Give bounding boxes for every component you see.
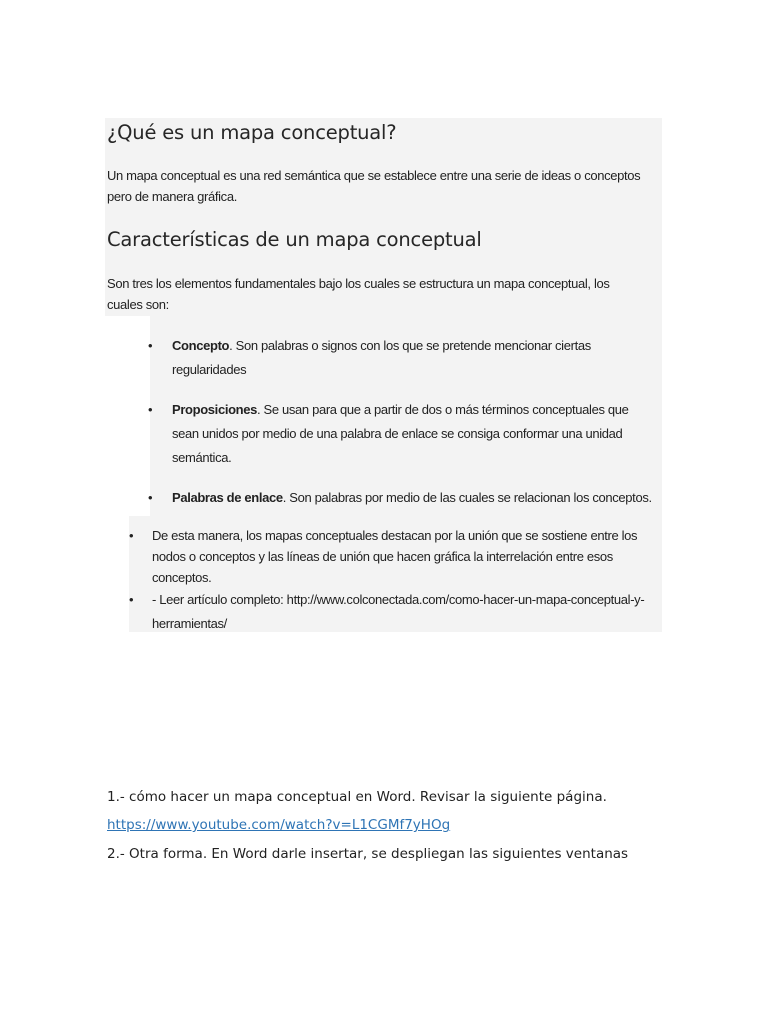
heading-characteristics: Características de un mapa conceptual — [107, 228, 482, 251]
bullet-icon: • — [129, 528, 134, 543]
list-item — [148, 334, 652, 382]
element-term: Concepto — [172, 338, 230, 353]
definition-paragraph: Un mapa conceptual es una red semántica que se establece entre una serie de ideas o conceptos pero de manera gráfica. — [107, 168, 641, 204]
bullet-icon: • — [148, 402, 153, 417]
element-description: . Se usan para que a partir de dos o más términos conceptuales que sean unidos por medio de una palabra de enlace se consiga conformar una unidad semántica. — [172, 402, 629, 465]
list-item — [148, 486, 652, 510]
bullet-icon: • — [148, 338, 153, 353]
bullet-icon: • — [129, 592, 134, 607]
element-description: . Son palabras o signos con los que se pretende mencionar ciertas regularidades — [172, 338, 591, 377]
note-text: De esta manera, los mapas conceptuales destacan por la unión que se sostiene entre los nodos o conceptos y las líneas de unión que hacen gráfica la interrelación entre esos conceptos. — [152, 528, 638, 585]
list-item — [148, 398, 652, 470]
elements-list — [148, 334, 652, 510]
instruction-line-1: 1.- cómo hacer un mapa conceptual en Word. Revisar la siguiente página. — [107, 789, 607, 805]
elements-intro-paragraph: Son tres los elementos fundamentales bajo los cuales se estructura un mapa conceptual, los cuales son: — [107, 276, 610, 312]
notes-list — [129, 525, 657, 636]
element-term: Proposiciones — [172, 402, 258, 417]
source-note-text: - Leer artículo completo: http://www.colconectada.com/como-hacer-un-mapa-conceptual-y-herramientas/ — [152, 592, 645, 631]
list-item — [129, 588, 657, 636]
element-term: Palabras de enlace — [172, 490, 283, 505]
youtube-link[interactable]: https://www.youtube.com/watch?v=L1CGMf7yHOg — [107, 817, 451, 833]
list-item — [129, 525, 657, 588]
instruction-line-2: 2.- Otra forma. En Word darle insertar, se despliegan las siguientes ventanas — [107, 846, 629, 862]
heading-what-is-concept-map: ¿Qué es un mapa conceptual? — [107, 121, 397, 144]
bullet-icon: • — [148, 490, 153, 505]
element-description: . Son palabras por medio de las cuales se relacionan los conceptos. — [282, 490, 652, 505]
